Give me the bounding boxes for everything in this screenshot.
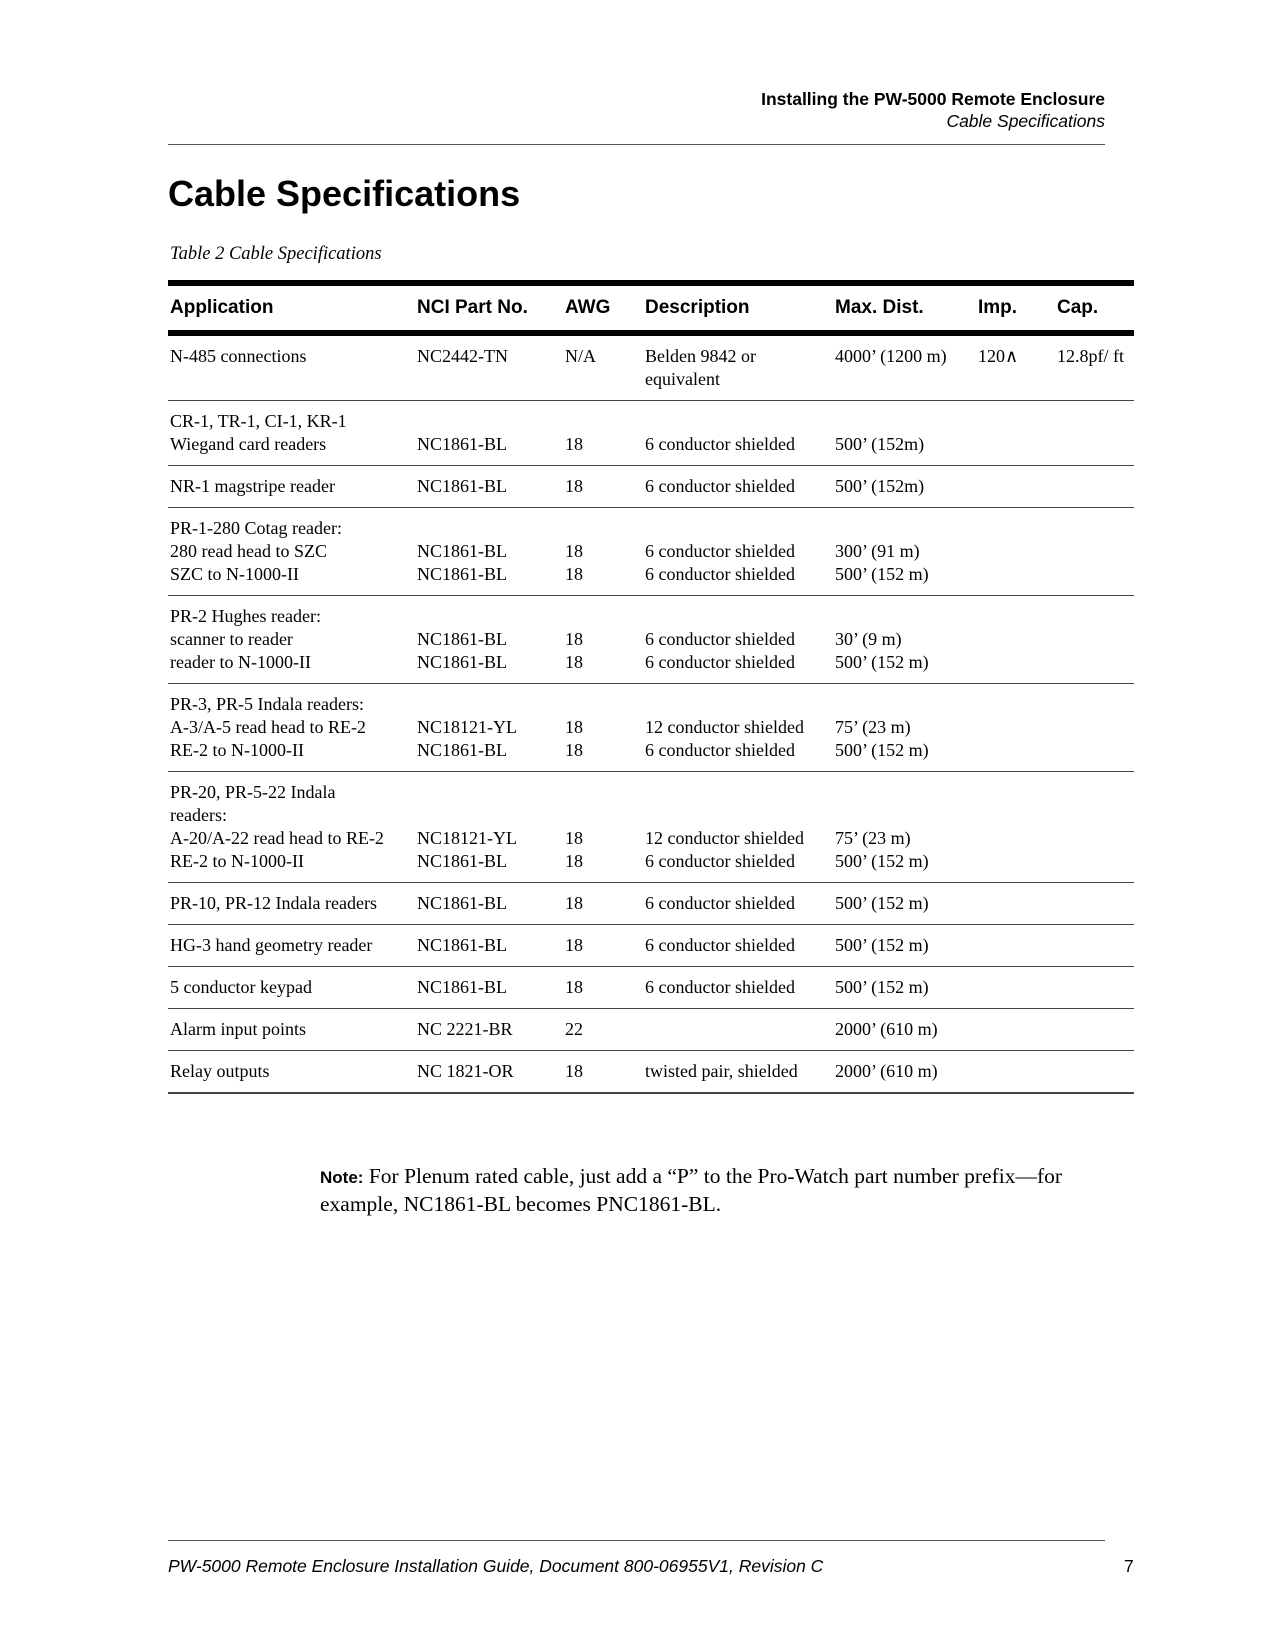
cell-part-number-line: NC2442-TN xyxy=(417,346,508,366)
column-header-part-number: NCI Part No. xyxy=(415,283,563,333)
cell-application xyxy=(168,772,415,883)
cell-awg xyxy=(563,508,643,596)
cell-max-distance xyxy=(833,967,976,1009)
cell-part-number xyxy=(415,508,563,596)
cell-max-distance-line: 300’ (91 m) xyxy=(835,541,920,561)
cell-awg-line: N/A xyxy=(565,346,596,366)
cell-application xyxy=(168,883,415,925)
column-header-max-distance: Max. Dist. xyxy=(833,283,976,333)
spacer xyxy=(565,693,641,716)
cell-max-distance xyxy=(833,1009,976,1051)
cell-max-distance xyxy=(833,401,976,466)
spacer xyxy=(835,605,974,628)
running-head-title: Installing the PW-5000 Remote Enclosure xyxy=(761,89,1105,109)
cell-max-distance xyxy=(833,333,976,401)
cell-part-number-line: NC1861-BL xyxy=(417,935,507,955)
cell-description xyxy=(643,772,833,883)
cell-application-line: N-485 connections xyxy=(170,346,307,366)
spacer xyxy=(417,410,561,433)
cell-application xyxy=(168,967,415,1009)
cell-capacitance xyxy=(1055,596,1134,684)
spacer xyxy=(417,781,561,804)
spacer xyxy=(565,605,641,628)
cell-description-line: 12 conductor shielded xyxy=(645,717,804,737)
table-row xyxy=(168,596,1134,684)
cell-application-line: CR-1, TR-1, CI-1, KR-1 xyxy=(170,411,347,431)
cell-part-number-line: NC1861-BL xyxy=(417,564,507,584)
cell-application-line: RE-2 to N-1000-II xyxy=(170,740,304,760)
cell-max-distance-line: 75’ (23 m) xyxy=(835,828,911,848)
cell-application-line: 5 conductor keypad xyxy=(170,977,312,997)
cell-max-distance-line: 75’ (23 m) xyxy=(835,717,911,737)
cell-awg xyxy=(563,596,643,684)
header-rule xyxy=(168,144,1105,145)
cell-awg-line: 18 xyxy=(565,652,583,672)
cell-max-distance-line: 500’ (152 m) xyxy=(835,893,929,913)
cell-part-number-line: NC 2221-BR xyxy=(417,1019,513,1039)
cell-application-line: A-20/A-22 read head to RE-2 xyxy=(170,828,384,848)
cell-description xyxy=(643,333,833,401)
cable-spec-table xyxy=(168,280,1134,1094)
cell-application-line: NR-1 magstripe reader xyxy=(170,476,335,496)
cell-capacitance xyxy=(1055,1009,1134,1051)
cell-max-distance xyxy=(833,466,976,508)
cell-part-number xyxy=(415,684,563,772)
cell-description xyxy=(643,925,833,967)
cell-awg-line: 18 xyxy=(565,541,583,561)
cell-description xyxy=(643,466,833,508)
cell-application-line: Relay outputs xyxy=(170,1061,270,1081)
page-number: 7 xyxy=(1124,1556,1134,1576)
table-row xyxy=(168,967,1134,1009)
note-text: For Plenum rated cable, just add a “P” to the Pro-Watch part number prefix—for example, NC1861-BL becomes PNC1861-BL. xyxy=(320,1164,1063,1216)
cell-capacitance xyxy=(1055,466,1134,508)
cell-description xyxy=(643,883,833,925)
cell-application-line: reader to N-1000-II xyxy=(170,652,311,672)
cell-awg xyxy=(563,466,643,508)
column-header-application: Application xyxy=(168,283,415,333)
cell-awg-line: 18 xyxy=(565,717,583,737)
cell-capacitance xyxy=(1055,684,1134,772)
cell-part-number xyxy=(415,596,563,684)
cell-max-distance-line: 30’ (9 m) xyxy=(835,629,902,649)
cell-impedance xyxy=(976,401,1055,466)
cell-impedance xyxy=(976,772,1055,883)
cell-part-number-line: NC1861-BL xyxy=(417,476,507,496)
cell-impedance-value: 120∧ xyxy=(978,346,1019,366)
cell-application-line: 280 read head to SZC xyxy=(170,541,327,561)
cell-impedance xyxy=(976,508,1055,596)
cell-description-line: 6 conductor shielded xyxy=(645,935,795,955)
cell-capacitance xyxy=(1055,1051,1134,1094)
cell-impedance xyxy=(976,333,1055,401)
cell-application-line: A-3/A-5 read head to RE-2 xyxy=(170,717,366,737)
footer-rule xyxy=(168,1540,1105,1541)
cell-max-distance-line: 500’ (152 m) xyxy=(835,977,929,997)
spacer xyxy=(645,781,831,804)
table-row xyxy=(168,401,1134,466)
cell-application xyxy=(168,596,415,684)
cell-application xyxy=(168,1009,415,1051)
cell-part-number xyxy=(415,466,563,508)
cell-max-distance-line: 500’ (152m) xyxy=(835,476,925,496)
table-row xyxy=(168,1009,1134,1051)
cell-part-number xyxy=(415,967,563,1009)
cell-description-line: 6 conductor shielded xyxy=(645,541,795,561)
cell-description-line: 6 conductor shielded xyxy=(645,893,795,913)
cell-application xyxy=(168,333,415,401)
cell-capacitance-value: 12.8pf/ ft xyxy=(1057,346,1124,366)
cell-max-distance-line: 2000’ (610 m) xyxy=(835,1061,938,1081)
cell-application-line: Alarm input points xyxy=(170,1019,306,1039)
cell-awg-line: 18 xyxy=(565,434,583,454)
cell-application-line: HG-3 hand geometry reader xyxy=(170,935,373,955)
table-row xyxy=(168,772,1134,883)
cell-description xyxy=(643,1009,833,1051)
cell-awg-line: 22 xyxy=(565,1019,583,1039)
cell-description-line: 6 conductor shielded xyxy=(645,434,795,454)
cell-description-line: 6 conductor shielded xyxy=(645,652,795,672)
spacer xyxy=(835,517,974,540)
cell-max-distance xyxy=(833,684,976,772)
cell-application xyxy=(168,401,415,466)
cell-awg-line: 18 xyxy=(565,935,583,955)
cell-impedance xyxy=(976,1051,1055,1094)
cell-awg xyxy=(563,883,643,925)
table-row xyxy=(168,925,1134,967)
table-header-row xyxy=(168,283,1134,333)
cell-capacitance xyxy=(1055,772,1134,883)
cell-part-number xyxy=(415,333,563,401)
spacer xyxy=(835,410,974,433)
spacer xyxy=(565,517,641,540)
cell-part-number-line: NC1861-BL xyxy=(417,541,507,561)
cell-part-number-line: NC1861-BL xyxy=(417,434,507,454)
cell-description xyxy=(643,596,833,684)
spacer xyxy=(565,410,641,433)
column-header-capacitance: Cap. xyxy=(1055,283,1134,333)
cell-application xyxy=(168,684,415,772)
table-row xyxy=(168,883,1134,925)
cell-max-distance xyxy=(833,1051,976,1094)
spacer xyxy=(835,781,974,804)
cell-awg xyxy=(563,684,643,772)
cell-description xyxy=(643,401,833,466)
cell-application-line: SZC to N-1000-II xyxy=(170,564,299,584)
cell-max-distance-line: 500’ (152 m) xyxy=(835,935,929,955)
column-header-awg: AWG xyxy=(563,283,643,333)
table-row xyxy=(168,508,1134,596)
cell-awg-line: 18 xyxy=(565,476,583,496)
cell-part-number xyxy=(415,883,563,925)
spacer xyxy=(417,804,561,827)
note xyxy=(320,1163,1110,1218)
cell-description-line: 6 conductor shielded xyxy=(645,564,795,584)
cell-part-number-line: NC1861-BL xyxy=(417,629,507,649)
cell-impedance xyxy=(976,684,1055,772)
cell-capacitance xyxy=(1055,333,1134,401)
cell-awg-line: 18 xyxy=(565,629,583,649)
cell-awg-line: 18 xyxy=(565,740,583,760)
cell-max-distance xyxy=(833,883,976,925)
table-row xyxy=(168,466,1134,508)
cell-max-distance xyxy=(833,596,976,684)
spacer xyxy=(835,804,974,827)
cell-part-number xyxy=(415,401,563,466)
cell-description-line: 6 conductor shielded xyxy=(645,740,795,760)
cell-awg-line: 18 xyxy=(565,828,583,848)
cell-description xyxy=(643,684,833,772)
spacer xyxy=(417,693,561,716)
cell-capacitance xyxy=(1055,967,1134,1009)
table-row xyxy=(168,333,1134,401)
cell-awg-line: 18 xyxy=(565,893,583,913)
cell-impedance xyxy=(976,925,1055,967)
cell-awg xyxy=(563,1009,643,1051)
cell-part-number xyxy=(415,1009,563,1051)
cell-part-number-line: NC1861-BL xyxy=(417,893,507,913)
running-head-subtitle: Cable Specifications xyxy=(946,111,1105,131)
cell-awg xyxy=(563,925,643,967)
cell-part-number-line: NC1861-BL xyxy=(417,740,507,760)
cell-awg-line: 18 xyxy=(565,977,583,997)
cell-impedance xyxy=(976,1009,1055,1051)
cell-description-line: Belden 9842 or equivalent xyxy=(645,346,756,389)
cell-application-line: RE-2 to N-1000-II xyxy=(170,851,304,871)
cell-part-number xyxy=(415,1051,563,1094)
cell-part-number-line: NC18121-YL xyxy=(417,717,517,737)
spacer xyxy=(417,605,561,628)
table-body xyxy=(168,333,1134,1093)
cell-max-distance xyxy=(833,508,976,596)
note-label: Note: xyxy=(320,1168,364,1187)
cell-description-line: 6 conductor shielded xyxy=(645,476,795,496)
cell-part-number-line: NC18121-YL xyxy=(417,828,517,848)
cell-max-distance-line: 500’ (152m) xyxy=(835,434,925,454)
cell-awg-line: 18 xyxy=(565,564,583,584)
spacer xyxy=(645,693,831,716)
cell-impedance xyxy=(976,596,1055,684)
cell-impedance xyxy=(976,883,1055,925)
cell-description-line: twisted pair, shielded xyxy=(645,1061,798,1081)
cell-part-number xyxy=(415,772,563,883)
spacer xyxy=(417,517,561,540)
cell-part-number xyxy=(415,925,563,967)
cell-description-line: 6 conductor shielded xyxy=(645,629,795,649)
cell-max-distance xyxy=(833,772,976,883)
cell-capacitance xyxy=(1055,925,1134,967)
cell-max-distance-line: 500’ (152 m) xyxy=(835,851,929,871)
table-row xyxy=(168,684,1134,772)
column-header-impedance: Imp. xyxy=(976,283,1055,333)
cell-application xyxy=(168,466,415,508)
cell-awg xyxy=(563,772,643,883)
cell-awg xyxy=(563,967,643,1009)
cell-description xyxy=(643,967,833,1009)
spacer xyxy=(645,605,831,628)
running-head xyxy=(761,88,1105,132)
footer-text: PW-5000 Remote Enclosure Installation Guide, Document 800-06955V1, Revision C xyxy=(168,1556,824,1576)
cell-application-line: PR-10, PR-12 Indala readers xyxy=(170,893,377,913)
cell-awg xyxy=(563,333,643,401)
cell-capacitance xyxy=(1055,508,1134,596)
cell-part-number-line: NC1861-BL xyxy=(417,652,507,672)
cell-awg xyxy=(563,401,643,466)
cell-application xyxy=(168,1051,415,1094)
cell-description-line: 12 conductor shielded xyxy=(645,828,804,848)
column-header-description: Description xyxy=(643,283,833,333)
page-title: Cable Specifications xyxy=(168,173,521,214)
cell-max-distance-line: 500’ (152 m) xyxy=(835,740,929,760)
cell-part-number-line: NC1861-BL xyxy=(417,851,507,871)
cell-application-line: scanner to reader xyxy=(170,629,293,649)
cell-application-line: PR-2 Hughes reader: xyxy=(170,606,321,626)
table-caption: Table 2 Cable Specifications xyxy=(170,244,382,264)
cell-application xyxy=(168,508,415,596)
cell-capacitance xyxy=(1055,883,1134,925)
cell-application-line: PR-20, PR-5-22 Indala xyxy=(170,782,336,802)
cell-part-number-line: NC1861-BL xyxy=(417,977,507,997)
cell-max-distance-line: 500’ (152 m) xyxy=(835,564,929,584)
cell-max-distance-line: 500’ (152 m) xyxy=(835,652,929,672)
table-row xyxy=(168,1051,1134,1094)
cell-application-line: PR-1-280 Cotag reader: xyxy=(170,518,342,538)
spacer xyxy=(645,804,831,827)
spacer xyxy=(645,517,831,540)
cell-impedance xyxy=(976,466,1055,508)
cell-application-line: PR-3, PR-5 Indala readers: xyxy=(170,694,364,714)
cell-part-number-line: NC 1821-OR xyxy=(417,1061,514,1081)
cell-capacitance xyxy=(1055,401,1134,466)
spacer xyxy=(565,781,641,804)
cell-description xyxy=(643,508,833,596)
cell-awg-line: 18 xyxy=(565,1061,583,1081)
spacer xyxy=(565,804,641,827)
spacer xyxy=(835,693,974,716)
cell-application-line: readers: xyxy=(170,805,227,825)
cell-description xyxy=(643,1051,833,1094)
cell-application-line: Wiegand card readers xyxy=(170,434,327,454)
cell-impedance xyxy=(976,967,1055,1009)
cell-awg xyxy=(563,1051,643,1094)
cell-description-line: 6 conductor shielded xyxy=(645,851,795,871)
cell-max-distance xyxy=(833,925,976,967)
cell-application xyxy=(168,925,415,967)
cell-awg-line: 18 xyxy=(565,851,583,871)
cell-max-distance-line: 4000’ (1200 m) xyxy=(835,346,947,366)
spacer xyxy=(645,410,831,433)
cell-description-line: 6 conductor shielded xyxy=(645,977,795,997)
cell-max-distance-line: 2000’ (610 m) xyxy=(835,1019,938,1039)
